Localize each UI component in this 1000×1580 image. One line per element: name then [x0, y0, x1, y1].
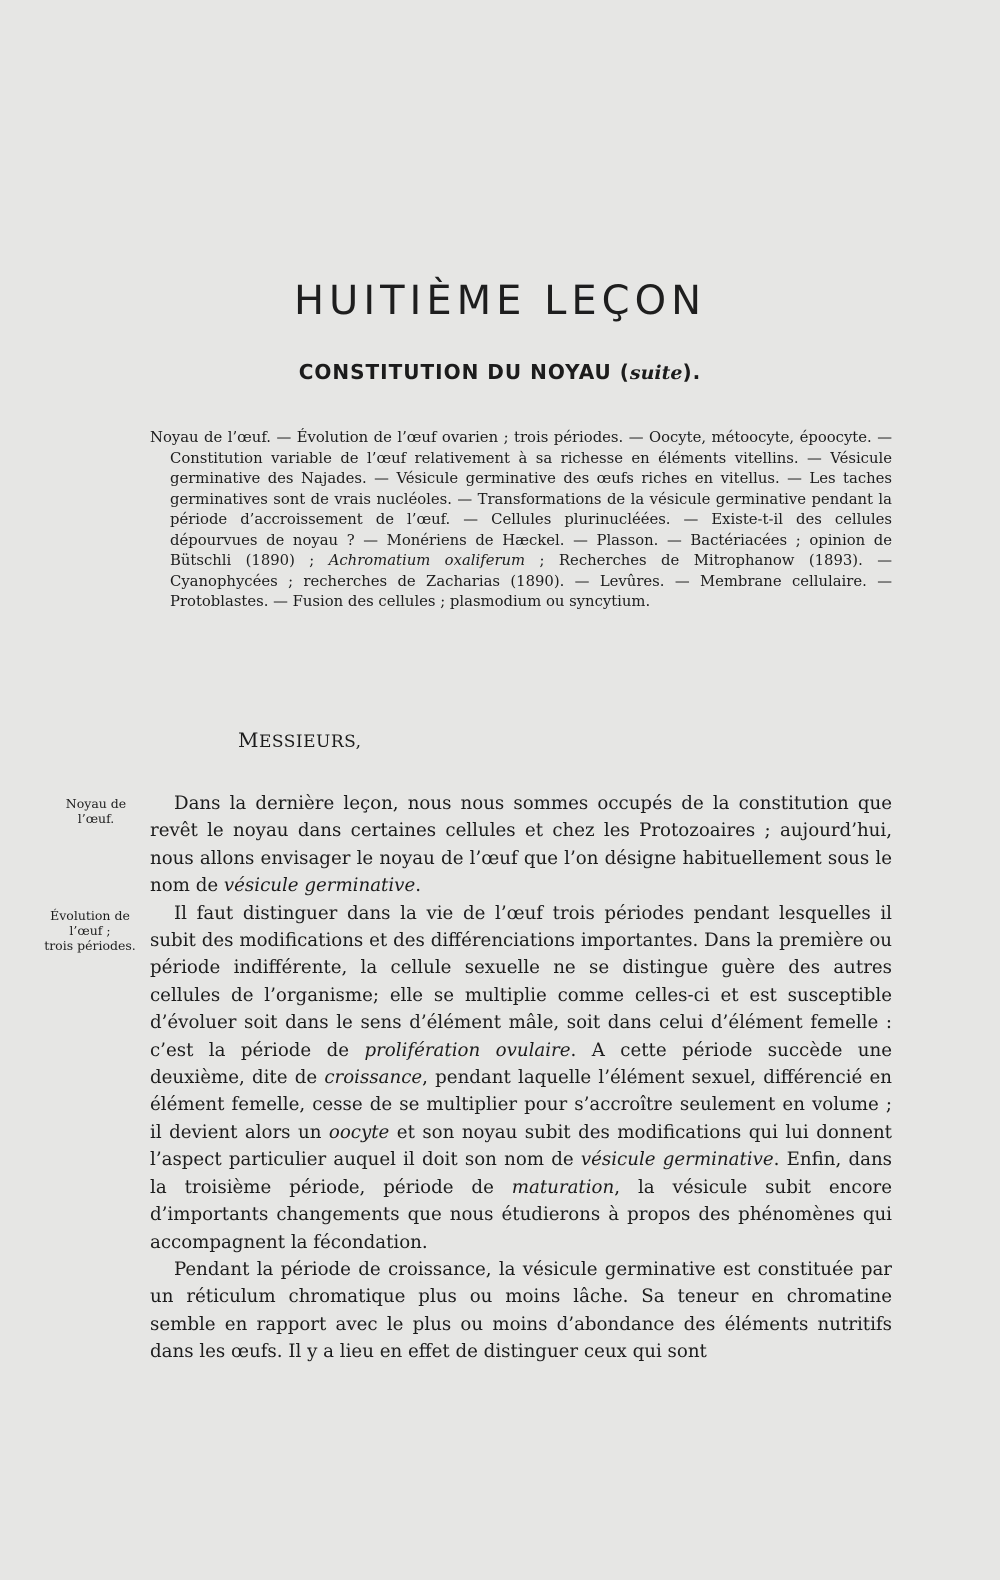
margin-note-noyau: Noyau de l’œuf.	[65, 796, 127, 826]
paragraph: Pendant la période de croissance, la vésicule germinative est constituée par un réticulum chromatique plus ou moins lâche. Sa teneur en chromatine semble en rapport avec le plus ou moins d’abondance des éléments nutritifs dans les œufs. Il y a lieu en effet de distinguer ceux qui sont	[150, 1258, 892, 1363]
chapter-summary: Noyau de l’œuf. — Évolution de l’œuf ovarien ; trois périodes. — Oocyte, métoocyte, époocyte. — Constitution variable de l’œuf relativement à sa richesse en éléments vitellins. — Vésicule germinative des Najades. — Vésicule germinative des œufs riches en vitellus. — Les taches germinatives sont de vrais nucléoles. — Transformations de la vésicule germinative pendant la période d’accroissement de l’œuf. — Cellules plurinucléées. — Existe-t-il des cellules dépourvues de noyau ? — Monériens de Hæckel. — Plasson. — Bactériacées ; opinion de Bütschli (1890) ; Achromatium oxaliferum ; Recherches de Mitrophanow (1893). — Cyanophycées ; recherches de Zacharias (1890). — Levûres. — Membrane cellulaire. — Protoblastes. — Fusion des cellules ; plasmodium ou syncytium.	[150, 429, 892, 610]
body-text	[150, 790, 892, 1366]
lesson-title: HUITIÈME LEÇON	[293, 278, 707, 324]
subtitle-main: CONSTITUTION DU NOYAU	[298, 360, 612, 384]
paragraph: Dans la dernière leçon, nous nous sommes occupés de la constitution que revêt le noyau dans certaines cellules et chez les Protozoaires ; aujourd’hui, nous allons envisager le noyau de l’œuf que l’on désigne habituellement sous le nom de vésicule germinative.	[150, 793, 892, 897]
salutation: MESSIEURS,	[238, 728, 362, 752]
paragraph: Il faut distinguer dans la vie de l’œuf trois périodes pendant lesquelles il subit des modifications et des différenciations importantes. Dans la première ou période indifférente, la cellule sexuelle ne se distingue guère des autres cellules de l’organisme; elle se multiplie comme celles-ci et est susceptible d’évoluer soit dans le sens d’élément mâle, soit dans celui d’élément femelle : c’est la période de prolifération ovulaire. A cette période succède une deuxième, dite de croissance, pendant laquelle l’élément sexuel, différencié en élément femelle, cesse de se multiplier pour s’accroître seulement en volume ; il devient alors un oocyte et son noyau subit des modifications qui lui donnent l’aspect particulier auquel il doit son nom de vésicule germinative. Enfin, dans la troisième période, période de maturation, la vésicule subit encore d’importants changements que nous étudierons à propos des phénomènes qui accompagnent la fécondation.	[150, 902, 893, 1253]
subtitle-italic: suite	[629, 362, 683, 384]
lesson-subtitle: CONSTITUTION DU NOYAU (suite).	[298, 360, 702, 384]
margin-note-evolution: Évolution de l’œuf ; trois périodes.	[44, 908, 136, 953]
summary-italic-term: Achromatium oxaliferum	[328, 552, 526, 569]
